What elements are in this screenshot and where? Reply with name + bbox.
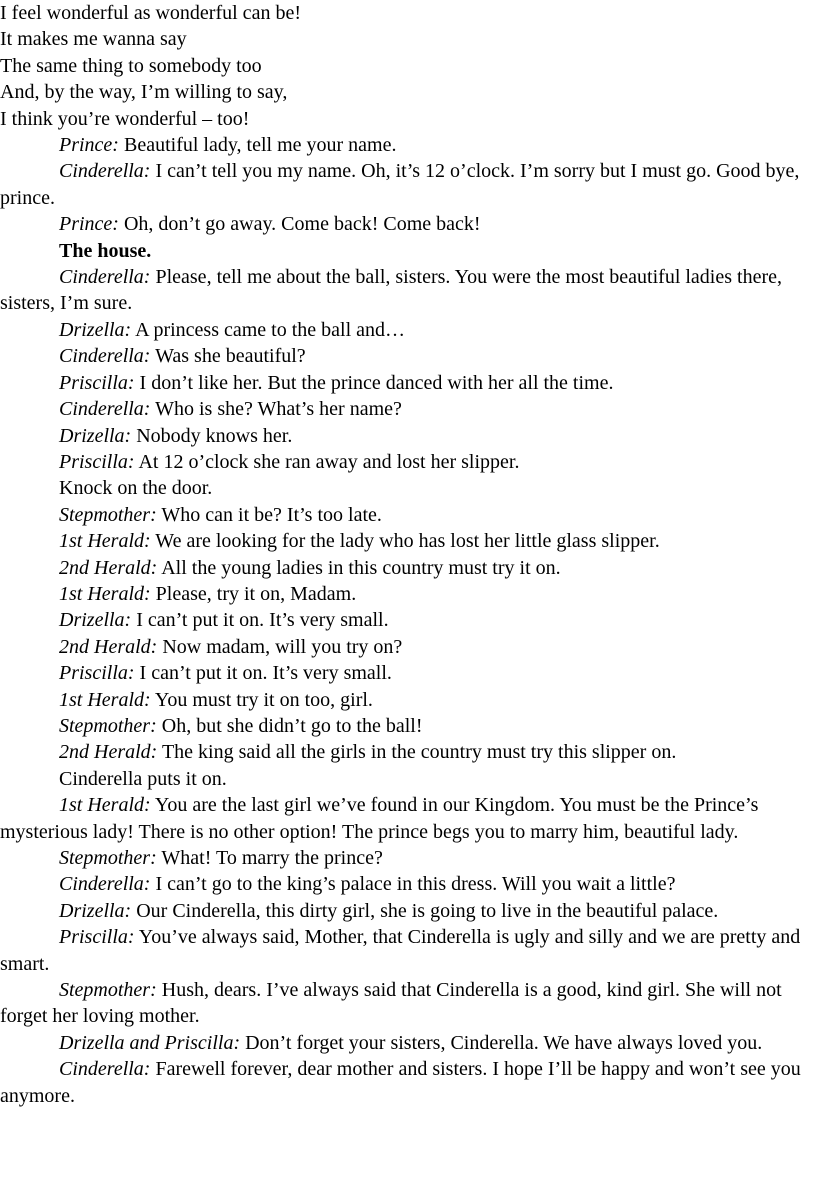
dialogue-text: What! To marry the prince? bbox=[156, 847, 383, 869]
speaker-name: Cinderella: bbox=[59, 160, 151, 183]
speaker-name: Cinderella: bbox=[59, 345, 151, 368]
speaker-name: Priscilla: bbox=[59, 662, 135, 685]
speaker-name: Drizella: bbox=[59, 318, 132, 341]
speaker-name: Priscilla: bbox=[59, 450, 135, 473]
dialogue-text: Don’t forget your sisters, Cinderella. We have always loved you. bbox=[240, 1031, 763, 1054]
dialogue-text: Beautiful lady, tell me your name. bbox=[118, 134, 397, 157]
dialogue-text: Please, tell me about the ball, sisters. You were the most beautiful ladies there, sisters, I’m sure. bbox=[0, 266, 782, 315]
speaker-name: Prince: bbox=[59, 134, 119, 157]
dialogue-line bbox=[0, 502, 816, 528]
speaker-name: Stepmother: bbox=[59, 847, 157, 869]
dialogue-text: I can’t put it on. It’s very small. bbox=[131, 609, 389, 632]
speaker-name: Priscilla: bbox=[59, 371, 135, 394]
dialogue-text: I can’t go to the king’s palace in this dress. Will you wait a little? bbox=[150, 873, 676, 896]
scene-title: The house. bbox=[59, 239, 152, 262]
dialogue-text: You must try it on too, girl. bbox=[150, 688, 373, 711]
song-line: I think you’re wonderful – too! bbox=[0, 107, 250, 130]
speaker-name: Cinderella: bbox=[59, 398, 151, 421]
dialogue-text: Hush, dears. I’ve always said that Cinderella is a good, kind girl. She will not forget her loving mother. bbox=[0, 979, 782, 1028]
stage-direction bbox=[0, 766, 816, 792]
speaker-name: 1st Herald: bbox=[59, 794, 151, 817]
dialogue-text: I can’t put it on. It’s very small. bbox=[134, 662, 392, 685]
dialogue-line bbox=[0, 264, 816, 317]
dialogue-line bbox=[0, 343, 816, 369]
dialogue-line bbox=[0, 924, 816, 977]
dialogue-line bbox=[0, 396, 816, 422]
dialogue-text: Farewell forever, dear mother and sisters. I hope I’ll be happy and won’t see you anymore. bbox=[0, 1058, 801, 1107]
dialogue-line bbox=[0, 660, 816, 686]
dialogue-text: Who is she? What’s her name? bbox=[150, 398, 402, 421]
dialogue-line bbox=[0, 555, 816, 581]
dialogue-text: At 12 o’clock she ran away and lost her slipper. bbox=[134, 450, 520, 473]
dialogue-text: The king said all the girls in the country must try this slipper on. bbox=[157, 741, 677, 764]
dialogue-text: Our Cinderella, this dirty girl, she is going to live in the beautiful palace. bbox=[131, 899, 719, 922]
speaker-name: 2nd Herald: bbox=[59, 635, 158, 658]
dialogue-text: A princess came to the ball and… bbox=[131, 318, 406, 341]
speaker-name: Stepmother: bbox=[59, 979, 157, 1002]
dialogue-line bbox=[0, 713, 816, 739]
dialogue-line bbox=[0, 687, 816, 713]
dialogue-line bbox=[0, 898, 816, 924]
dialogue-text: Now madam, will you try on? bbox=[157, 635, 403, 658]
dialogue-line bbox=[0, 845, 816, 871]
dialogue-line bbox=[0, 423, 816, 449]
dialogue-text: We are looking for the lady who has lost her little glass slipper. bbox=[150, 530, 660, 553]
dialogue-line bbox=[0, 977, 816, 1030]
dialogue-line bbox=[0, 739, 816, 765]
song-line: The same thing to somebody too bbox=[0, 54, 262, 77]
dialogue-text: You are the last girl we’ve found in our Kingdom. You must be the Prince’s mysterious lady! There is no other option! The prince begs you to marry him, beautiful lady. bbox=[0, 794, 759, 843]
speaker-name: Cinderella: bbox=[59, 266, 151, 289]
dialogue-text: Please, try it on, Madam. bbox=[150, 582, 357, 605]
dialogue-text: Nobody knows her. bbox=[131, 424, 293, 447]
stage-direction-text: Knock on the door. bbox=[59, 477, 213, 500]
dialogue-line bbox=[0, 317, 816, 343]
dialogue-text: You’ve always said, Mother, that Cinderella is ugly and silly and we are pretty and smart. bbox=[0, 926, 801, 975]
dialogue-text: I don’t like her. But the prince danced with her all the time. bbox=[134, 371, 614, 394]
scene-heading bbox=[0, 238, 816, 264]
dialogue-text: All the young ladies in this country must try it on. bbox=[157, 556, 561, 579]
speaker-name: Prince: bbox=[59, 213, 119, 236]
speaker-name: 2nd Herald: bbox=[59, 741, 158, 764]
dialogue-line bbox=[0, 1056, 816, 1109]
dialogue-line bbox=[0, 211, 816, 237]
dialogue-line bbox=[0, 370, 816, 396]
play-dialogue bbox=[0, 132, 816, 1109]
speaker-name: Drizella and Priscilla: bbox=[59, 1031, 241, 1054]
dialogue-text: I can’t tell you my name. Oh, it’s 12 o’clock. I’m sorry but I must go. Good bye, prince. bbox=[0, 160, 800, 209]
dialogue-line bbox=[0, 792, 816, 845]
speaker-name: Cinderella: bbox=[59, 1058, 151, 1081]
speaker-name: Stepmother: bbox=[59, 503, 157, 526]
speaker-name: Drizella: bbox=[59, 609, 132, 632]
speaker-name: Drizella: bbox=[59, 424, 132, 447]
dialogue-text: Was she beautiful? bbox=[150, 345, 306, 368]
speaker-name: Drizella: bbox=[59, 899, 132, 922]
dialogue-line bbox=[0, 132, 816, 158]
dialogue-line bbox=[0, 634, 816, 660]
speaker-name: Priscilla: bbox=[59, 926, 135, 949]
dialogue-line bbox=[0, 528, 816, 554]
dialogue-line bbox=[0, 449, 816, 475]
song-lyrics bbox=[0, 0, 816, 132]
dialogue-line bbox=[0, 158, 816, 211]
stage-direction-text: Cinderella puts it on. bbox=[59, 767, 227, 790]
dialogue-text: Oh, don’t go away. Come back! Come back! bbox=[118, 213, 481, 236]
song-line: It makes me wanna say bbox=[0, 28, 187, 51]
speaker-name: 2nd Herald: bbox=[59, 556, 158, 579]
dialogue-text: Oh, but she didn’t go to the ball! bbox=[156, 714, 423, 737]
dialogue-line bbox=[0, 581, 816, 607]
dialogue-line bbox=[0, 871, 816, 897]
speaker-name: 1st Herald: bbox=[59, 582, 151, 605]
dialogue-text: Who can it be? It’s too late. bbox=[156, 503, 382, 526]
dialogue-line bbox=[0, 607, 816, 633]
stage-direction bbox=[0, 475, 816, 501]
dialogue-line bbox=[0, 1030, 816, 1056]
speaker-name: Stepmother: bbox=[59, 714, 157, 737]
speaker-name: 1st Herald: bbox=[59, 530, 151, 553]
song-line: And, by the way, I’m willing to say, bbox=[0, 81, 288, 104]
speaker-name: Cinderella: bbox=[59, 873, 151, 896]
speaker-name: 1st Herald: bbox=[59, 688, 151, 711]
song-line: I feel wonderful as wonderful can be! bbox=[0, 2, 301, 24]
